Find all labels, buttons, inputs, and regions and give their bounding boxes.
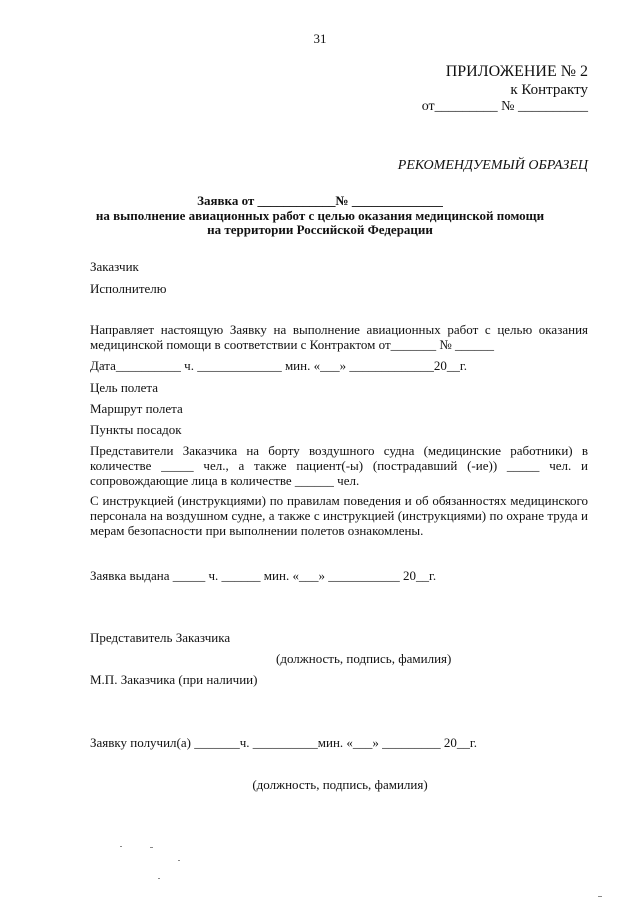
annex-title: ПРИЛОЖЕНИЕ № 2 — [445, 63, 588, 80]
customer-representative-label: Представитель Заказчика — [90, 630, 231, 645]
flight-purpose-label: Цель полета — [90, 380, 158, 395]
scan-speck — [158, 878, 160, 879]
contract-date-number: от_________ № __________ — [421, 99, 588, 114]
request-paragraph: Направляет настоящую Заявку на выполнение авиационных работ с целью оказания медицинской помощи в соответствии с Контрактом от_______ № ______ — [90, 322, 588, 352]
flight-route-label: Маршрут полета — [90, 401, 183, 416]
customer-label: Заказчик — [90, 259, 139, 274]
page-number: 31 — [313, 31, 327, 46]
request-title: Заявка от ____________№ ______________ — [197, 193, 443, 208]
sample-label: РЕКОМЕНДУЕМЫЙ ОБРАЗЕЦ — [397, 158, 588, 173]
request-subtitle-territory: на территории Российской Федерации — [207, 222, 433, 237]
issued-line: Заявка выдана _____ ч. ______ мин. «___» ___________ 20__г. — [90, 568, 437, 583]
received-line: Заявку получил(а) _______ч. __________мин. «___» _________ 20__г. — [90, 735, 478, 750]
date-line: Дата__________ ч. _____________ мин. «___» _____________20__г. — [90, 358, 467, 373]
request-subtitle: на выполнение авиационных работ с целью оказания медицинской помощи — [95, 208, 545, 223]
scan-speck — [598, 896, 602, 897]
scan-speck — [120, 846, 122, 847]
scan-speck — [150, 847, 153, 848]
stamp-label: М.П. Заказчика (при наличии) — [90, 672, 258, 687]
instruction-paragraph: С инструкцией (инструкциями) по правилам поведения и об обязанностях медицинского персонала на воздушном судне, а также с инструкцией (инструкциями) по охране труда и мерам безопасности при выполнении полетов ознакомлены. — [90, 493, 588, 538]
contract-reference: к Контракту — [510, 82, 588, 98]
received-signature-caption: (должность, подпись, фамилия) — [252, 777, 428, 792]
contractor-label: Исполнителю — [90, 281, 167, 296]
landing-points-label: Пункты посадок — [90, 422, 182, 437]
scan-speck — [178, 860, 180, 861]
customer-signature-caption: (должность, подпись, фамилия) — [276, 651, 452, 666]
representatives-paragraph: Представители Заказчика на борту воздушного судна (медицинские работники) в количестве _____ чел., а также пациент(-ы) (пострадавший (-ие)) _____ чел. и сопровождающие лица в количестве ______ чел. — [90, 443, 588, 488]
